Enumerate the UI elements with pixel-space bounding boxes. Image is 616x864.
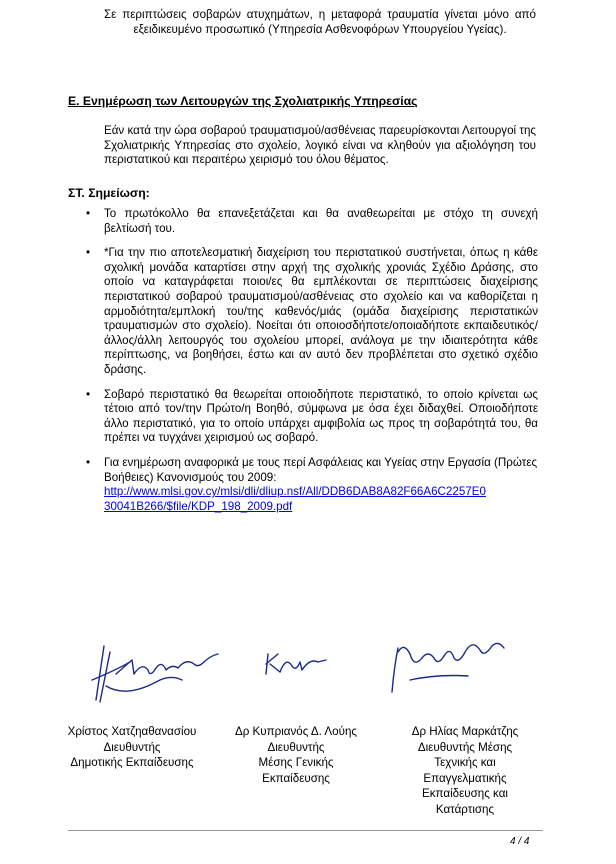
bullet-text: Σοβαρό περιστατικό θα θεωρείται οποιοδήποτε περιστατικό, το οποίο κρίνεται ως τέτοιο από τον/την Πρώτο/η Βοηθό, σύμφωνα με όσα έχει διδαχθεί. Οποιοδήποτε άλλο περιστατικό, για το οποίο υπάρχει αμφιβολία ως προς τη σοβαρότητά του, θα πρέπει να τυγχάνει χειρισμού ως σοβαρό. xyxy=(104,387,538,445)
signatory-name: Χρίστος Χατζηαθανασίου xyxy=(67,725,197,738)
signatory-title: Δημοτικής Εκπαίδευσης xyxy=(70,756,194,770)
signatory-title: Επαγγελματικής xyxy=(423,771,507,785)
bullet-icon: • xyxy=(86,387,91,401)
list-item xyxy=(68,246,538,377)
signatory-3 xyxy=(392,724,538,818)
bullet-text xyxy=(104,456,538,514)
signatory-title: Τεχνικής και xyxy=(434,756,496,770)
signatory-1 xyxy=(60,724,204,771)
signatory-name: Δρ Ηλίας Μαρκάτζης xyxy=(411,725,519,738)
signatory-title: Εκπαίδευσης και xyxy=(422,787,508,801)
signatory-title: Διευθυντής xyxy=(103,740,161,754)
bullet-icon: • xyxy=(86,207,91,220)
list-item xyxy=(68,388,538,446)
signatory-title: Διευθυντής Μέσης xyxy=(417,740,513,754)
list-item xyxy=(68,207,538,236)
section-e-paragraph: Εάν κατά την ώρα σοβαρού τραυματισμού/ασθένειας παρευρίσκονται Λειτουργοί της Σχολιατρικής Υπηρεσίας στο σχολείο, λογικό είναι να κληθούν για αξιολόγηση του περιστατικού και περαιτέρω χειρισμό του όλου θέματος. xyxy=(104,124,536,167)
signatory-title: Μέσης Γενικής xyxy=(258,756,334,770)
section-e-heading: Ε. Ενημέρωση των Λειτουργών της Σχολιατρικής Υπηρεσίας xyxy=(68,94,418,108)
legislation-link-part-2[interactable]: 30041B266/$file/KDP_198_2009.pdf xyxy=(104,499,293,513)
signature-2 xyxy=(262,650,332,680)
bullet-text: *Για την πιο αποτελεσματική διαχείριση του περιστατικού συστήνεται, όπως η κάθε σχολική μονάδα καταρτίσει στην αρχή της σχολικής χρονιάς Σχέδιο Δράσης, στο οποίο να καταγράφεται ποιοι/ες θα εμπλέκονται σε περιπτώσεις διαχείρισης περιστατικού σοβαρού τραυματισμού/ασθένειας στο σχολείο και να καθορίζεται η αρμοδιότητα/εμπλοκή του/της καθενός/μιάς (ομάδα διαχείρισης περιστατικών τραυματισμών στο σχολείο). Νοείται ότι οποιοσδήποτε/οποιαδήποτε εκπαιδευτικός/άλλος/άλλη λειτουργός του σχολείου μπορεί, ανάλογα με την ιδιαιτερότητα κάθε περίπτωσης, να βοηθήσει, έστω και αν αυτό δεν προβλέπεται στο σχετικό σχέδιο δράσης. xyxy=(104,246,538,376)
signatory-name: Δρ Κυπριανός Δ. Λούης xyxy=(234,725,358,738)
signatory-2 xyxy=(222,724,370,786)
notes-list xyxy=(68,207,538,514)
section-st-heading: ΣΤ. Σημείωση: xyxy=(68,186,150,200)
top-paragraph: Σε περιπτώσεις σοβαρών ατυχημάτων, η μεταφορά τραυματία γίνεται μόνο από εξειδικευμένο προσωπικό (Υπηρεσία Ασθενοφόρων Υπουργείου Υγείας). xyxy=(104,8,536,36)
signature-3 xyxy=(388,628,508,700)
list-item xyxy=(68,456,538,514)
bullet-text: Το πρωτόκολλο θα επανεξετάζεται και θα αναθεωρείται με στόχο τη συνεχή βελτίωσή του. xyxy=(104,207,538,235)
bullet-icon: • xyxy=(86,246,91,260)
page-number: 4 / 4 xyxy=(510,836,530,847)
bullet-icon: • xyxy=(86,455,91,469)
legislation-text: Για ενημέρωση αναφορικά με τους περί Ασφάλειας και Υγείας στην Εργασία (Πρώτες Βοήθειες) Κανονισμούς του 2009: xyxy=(104,455,538,484)
signatory-title: Εκπαίδευσης xyxy=(262,771,330,785)
signature-1 xyxy=(86,640,226,706)
signatory-title: Διευθυντής xyxy=(267,740,325,754)
legislation-link-part-1[interactable]: http://www.mlsi.gov.cy/mlsi/dli/dliup.nsf/All/DDB6DAB8A82F66A6C2257E0 xyxy=(104,485,486,499)
signatory-title: Κατάρτισης xyxy=(435,802,495,816)
footer-divider xyxy=(68,830,543,831)
